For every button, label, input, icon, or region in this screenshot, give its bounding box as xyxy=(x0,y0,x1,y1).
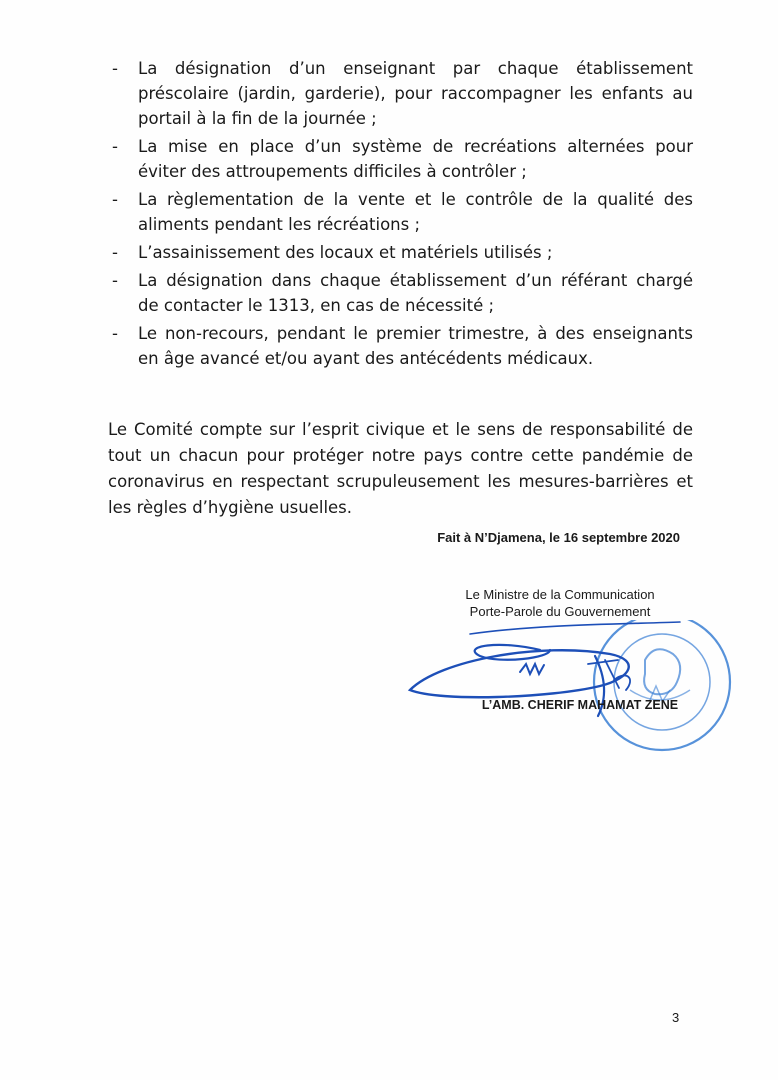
signature-block xyxy=(420,586,700,620)
list-item-text: La désignation dans chaque établissement d’un référant chargé de contacter le 1313, en cas de nécessité ; xyxy=(138,271,693,315)
signatory-subtitle: Porte-Parole du Gouvernement xyxy=(469,604,651,619)
list-item xyxy=(108,321,693,371)
list-item xyxy=(108,240,693,265)
list-item-text: L’assainissement des locaux et matériels utilisés ; xyxy=(138,243,553,262)
bullet-marker: - xyxy=(112,243,118,262)
measures-list xyxy=(108,56,693,374)
list-item xyxy=(108,268,693,318)
list-item-text: La désignation d’un enseignant par chaque établissement préscolaire (jardin, garderie), pour raccompagner les enfants au portail à la fin de la journée ; xyxy=(138,59,693,128)
bullet-marker: - xyxy=(112,271,118,290)
list-item xyxy=(108,187,693,237)
place-date: Fait à N’Djamena, le 16 septembre 2020 xyxy=(437,530,680,545)
closing-paragraph: Le Comité compte sur l’esprit civique et le sens de responsabilité de tout un chacun pour protéger notre pays contre cette pandémie de coronavirus en respectant scrupuleusement les mesures-barrières et les règles d’hygiène usuelles. xyxy=(108,419,693,517)
list-item-text: Le non-recours, pendant le premier trimestre, à des enseignants en âge avancé et/ou ayant des antécédents médicaux. xyxy=(138,324,693,368)
list-item-text: La mise en place d’un système de recréations alternées pour éviter des attroupements difficiles à contrôler ; xyxy=(138,137,693,181)
bullet-marker: - xyxy=(112,190,118,209)
list-item-text: La règlementation de la vente et le contrôle de la qualité des aliments pendant les récréations ; xyxy=(138,190,693,234)
list-item xyxy=(108,56,693,131)
bullet-marker: - xyxy=(112,59,118,78)
signatory-title: Le Ministre de la Communication xyxy=(465,587,655,602)
bullet-marker: - xyxy=(112,137,118,156)
list-item xyxy=(108,134,693,184)
signatory-name: L’AMB. CHERIF MAHAMAT ZENE xyxy=(481,698,679,712)
bullet-marker: - xyxy=(112,324,118,343)
official-stamp-icon xyxy=(594,620,730,750)
page-number: 3 xyxy=(672,1010,680,1025)
